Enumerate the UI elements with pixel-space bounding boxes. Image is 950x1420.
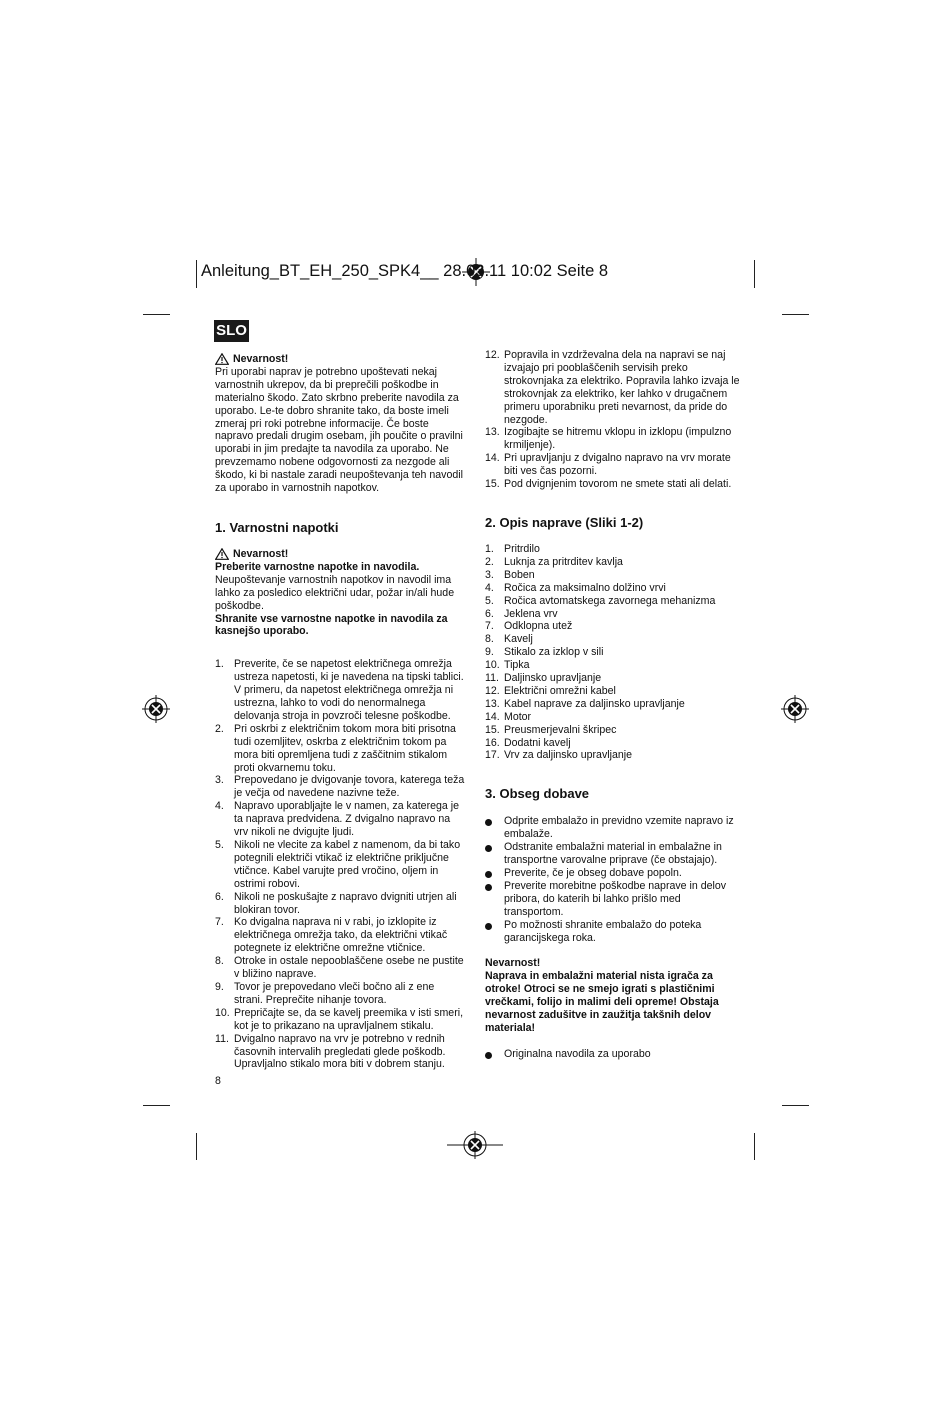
list-item-number: 14.	[485, 710, 500, 723]
list-item-text: Preverite morebitne poškodbe naprave in delov pribora, do katerih bi lahko prišlo med transportom.	[504, 879, 727, 918]
list-item	[485, 633, 740, 646]
list-item-text: Jeklena vrv	[504, 607, 558, 620]
list-item	[215, 723, 465, 775]
list-item-text: Kabel naprave za daljinsko upravljanje	[504, 697, 685, 710]
list-item-text: Stikalo za izklop v sili	[504, 646, 604, 659]
list-item	[485, 919, 740, 945]
left-column	[215, 353, 465, 1088]
list-item	[485, 737, 740, 750]
list-item	[485, 426, 740, 452]
crop-mark	[143, 1105, 170, 1106]
list-item-number: 8.	[215, 955, 224, 968]
list-item-number: 6.	[485, 607, 494, 620]
delivery-list-extra	[485, 1048, 740, 1061]
section-title: 2. Opis naprave (Sliki 1-2)	[485, 514, 644, 530]
list-item	[485, 608, 740, 621]
language-badge: SLO	[214, 320, 249, 342]
warning-title: Nevarnost!	[233, 353, 289, 365]
list-item-text: Izogibajte se hitremu vklopu in izklopu (impulzno krmiljenje).	[504, 426, 732, 452]
list-item-text: Pri upravljanju z dvigalno napravo na vrv morate biti ves čas pozorni.	[504, 452, 731, 478]
bullet-icon	[485, 919, 504, 945]
list-item	[485, 595, 740, 608]
list-item-number: 9.	[485, 646, 494, 659]
list-item	[485, 543, 740, 556]
list-item-text: Po možnosti shranite embalažo do poteka garancijskega roka.	[504, 918, 702, 944]
list-item-number: 16.	[485, 736, 500, 749]
list-item	[485, 620, 740, 633]
warning-title: Nevarnost!	[233, 547, 289, 560]
list-item	[215, 800, 465, 839]
list-item-text: Originalna navodila za uporabo	[504, 1047, 651, 1060]
crop-mark	[196, 1133, 197, 1160]
list-item	[485, 1048, 740, 1061]
list-item-number: 5.	[485, 594, 494, 607]
list-item	[215, 1033, 465, 1072]
list-item-number: 13.	[485, 426, 500, 439]
list-item	[485, 646, 740, 659]
bullet-icon	[485, 815, 504, 841]
list-item-number: 11.	[215, 1032, 229, 1045]
list-item-number: 13.	[485, 697, 500, 710]
list-item-number: 5.	[215, 839, 224, 851]
bullet-icon	[485, 867, 504, 880]
list-item	[485, 815, 740, 841]
list-item	[485, 659, 740, 672]
crop-mark	[754, 1133, 755, 1160]
list-item	[215, 981, 465, 1007]
list-item-number: 14.	[485, 452, 500, 465]
list-item-text: Prepovedano je dvigovanje tovora, katerega teža je večja od navedene nazivne teže.	[234, 774, 465, 800]
list-item-text: Dodatni kavelj	[504, 736, 571, 749]
list-item-text: Vrv za daljinsko upravljanje	[504, 749, 632, 762]
warning-triangle-icon	[215, 353, 229, 365]
list-item-number: 2.	[215, 722, 224, 735]
list-item-number: 1.	[485, 542, 494, 555]
list-item	[485, 672, 740, 685]
crop-mark	[782, 1105, 809, 1106]
list-item-text: Električni omrežni kabel	[504, 684, 616, 697]
list-item-number: 15.	[485, 723, 500, 736]
list-item-text: Tovor je prepovedano vleči bočno ali z ene strani. Preprečite nihanje tovora.	[234, 980, 435, 1006]
list-item-text: Odstranite embalažni material in embalažne in transportne varovalne priprave (če obstajajo).	[504, 841, 722, 867]
safety-bold-text: Shranite vse varnostne napotke in navodila za kasnejšo uporabo.	[215, 612, 448, 638]
print-slug-header: Anleitung_BT_EH_250_SPK4__ 28.03.11 10:02 Seite 8	[201, 262, 609, 280]
list-item	[215, 774, 465, 800]
section1-warning	[215, 548, 465, 561]
list-item	[485, 569, 740, 582]
safety-list-continued	[485, 349, 740, 491]
list-item	[485, 880, 740, 919]
list-item-number: 9.	[215, 980, 224, 993]
list-item	[215, 916, 465, 955]
list-item-number: 12.	[485, 684, 500, 697]
page-number: 8	[215, 1075, 221, 1088]
list-item-text: Pri oskrbi z električnim tokom mora biti prisotna tudi ozemljitev, oskrba z električnim tokom pa mora biti opremljena tudi z zaščitnim stikalom proti okvarnemu toku.	[234, 722, 456, 774]
section-title: 3. Obseg dobave	[485, 786, 590, 802]
list-item-text: Tipka	[504, 659, 530, 672]
list-item	[485, 582, 740, 595]
bullet-icon	[485, 880, 504, 919]
list-item-text: Odprite embalažo in previdno vzemite napravo iz embalaže.	[504, 815, 734, 841]
list-item-text: Boben	[504, 568, 535, 581]
list-item-text: Pod dvignjenim tovorom ne smete stati ali delati.	[504, 478, 732, 491]
bullet-icon	[485, 1048, 504, 1061]
list-item-number: 10.	[485, 659, 500, 672]
list-item	[215, 891, 465, 917]
intro-text: Pri uporabi naprav je potrebno upoštevati nekaj varnostnih ukrepov, da bi preprečili poškodbe in materialno škodo. Zato skrbno preberite navodila za uporabo. Le-te dobro shranite tako, da boste imeli zmeraj pri roki potrebne informacije. Če boste napravo predali drugim osebam, jih poučite o pravilni uporabi in jim predajte ta navodila za uporabo. Ne prevzemamo nobene odgovornosti za nezgode ali škodo, ki bi nastale zaradi neupoštevanja teh navodil za uporabo in varnostnih napotkov.	[215, 365, 463, 495]
bullet-icon	[485, 841, 504, 867]
list-item	[215, 955, 465, 981]
safety-bold-text: Preberite varnostne napotke in navodila.	[215, 560, 420, 573]
list-item-text: Kavelj	[504, 633, 533, 646]
list-item-number: 6.	[215, 890, 224, 903]
section-title: 1. Varnostni napotki	[215, 519, 339, 535]
list-item	[485, 698, 740, 711]
crop-mark	[782, 314, 809, 315]
list-item-text: Pritrdilo	[504, 542, 540, 555]
list-item-text: Ko dvigalna naprava ni v rabi, jo izklopite iz električnega omrežja tako, da električni vtikač potegnete iz električne omrežne vtičnice.	[234, 916, 448, 955]
list-item-text: Popravila in vzdrževalna dela na napravi se naj izvajajo pri pooblaščenih servisih preko strokovnjaka za elektriko. Popravila lahko izvaja le strokovnjak za elektriko, ker lahko v drugačnem primeru uporabniku preti nevarnost, da pride do nezgode.	[504, 349, 740, 426]
list-item-text: Nikoli ne poskušajte z napravo dvigniti utrjen ali blokiran tovor.	[234, 890, 457, 916]
list-item-number: 3.	[215, 774, 224, 787]
list-item	[215, 839, 465, 891]
list-item-number: 4.	[215, 800, 224, 813]
list-item-text: Luknja za pritrditev kavlja	[504, 555, 623, 568]
intro-warning	[215, 353, 465, 366]
right-column	[485, 349, 740, 1061]
list-item-number: 12.	[485, 349, 500, 361]
list-item-text: Dvigalno napravo na vrv je potrebno v rednih časovnih intervalih pregledati glede poškodb. Upravljalno stikalo mora biti v dobrem stanju.	[234, 1032, 446, 1071]
warning-triangle-icon	[215, 548, 229, 560]
list-item-number: 2.	[485, 555, 494, 568]
list-item-text: Preverite, če je obseg dobave popoln.	[504, 867, 682, 879]
list-item	[485, 478, 740, 491]
list-item	[215, 658, 465, 723]
list-item-number: 3.	[485, 568, 494, 581]
list-item-number: 10.	[215, 1006, 230, 1019]
list-item-number: 4.	[485, 581, 494, 594]
list-item-number: 8.	[485, 633, 494, 646]
list-item-text: Otroke in ostale nepooblaščene osebe ne pustite v bližino naprave.	[234, 955, 464, 981]
parts-list	[485, 543, 740, 762]
delivery-list	[485, 815, 740, 944]
crop-mark	[196, 260, 197, 288]
list-item-number: 1.	[215, 658, 224, 671]
list-item	[485, 711, 740, 724]
list-item-text: Ročica za maksimalno dolžino vrvi	[504, 581, 666, 594]
warning-title: Nevarnost!	[485, 957, 541, 970]
list-item	[485, 349, 740, 426]
list-item-number: 17.	[485, 749, 500, 762]
list-item	[485, 749, 740, 762]
list-item-number: 11.	[485, 672, 499, 685]
list-item-number: 7.	[485, 620, 494, 633]
list-item	[485, 685, 740, 698]
list-item-text: Preusmerjevalni škripec	[504, 723, 617, 736]
safety-text: Neupoštevanje varnostnih napotkov in navodil ima lahko za posledico električni udar, požar in/ali hude poškodbe.	[215, 573, 455, 612]
list-item	[485, 724, 740, 737]
warning-text: Naprava in embalažni material nista igrača za otroke! Otroci se ne smejo igrati s plastičnimi vrečkami, folijo in malimi deli opreme! Obstaja nevarnost zadušitve in zaužitja takšnih delov materiala!	[485, 970, 719, 1034]
list-item-text: Odklopna utež	[504, 620, 573, 633]
crop-mark	[754, 260, 755, 288]
list-item-text: Ročica avtomatskega zavornega mehanizma	[504, 594, 716, 607]
list-item-text: Motor	[504, 710, 532, 723]
list-item	[485, 841, 740, 867]
list-item-number: 15.	[485, 478, 500, 491]
list-item-text: Napravo uporabljajte le v namen, za katerega je ta naprava predvidena. Z dvigalno napravo na vrv nikoli ne dvigujte ljudi.	[234, 800, 459, 839]
list-item-text: Preverite, če se napetost električnega omrežja ustreza napetosti, ki je navedena na tipski tablici. V primeru, da napetost električnega omrežja ni ustrezna, lahko to vodi do nenormalnega delovanja stroja in povzroči telesne poškodbe.	[234, 658, 464, 722]
list-item-number: 7.	[215, 916, 224, 929]
list-item	[485, 452, 740, 478]
registration-mark-icon	[781, 695, 809, 723]
list-item	[485, 556, 740, 569]
registration-mark-icon	[142, 695, 170, 723]
list-item	[215, 1007, 465, 1033]
registration-mark-icon	[447, 1131, 503, 1159]
list-item-text: Nikoli ne vlecite za kabel z namenom, da bi tako potegnili električi vtikač iz električne priključne vtičnce. Kabel varujte pred vročino, oljem in ostrimi robovi.	[234, 839, 461, 890]
list-item-text: Daljinsko upravljanje	[504, 672, 602, 685]
crop-mark	[143, 314, 170, 315]
list-item-text: Prepričajte se, da se kavelj preemika v isti smeri, kot je to prikazano na upravljalnem stikalu.	[234, 1006, 464, 1032]
list-item	[485, 867, 740, 880]
safety-list	[215, 658, 465, 1071]
